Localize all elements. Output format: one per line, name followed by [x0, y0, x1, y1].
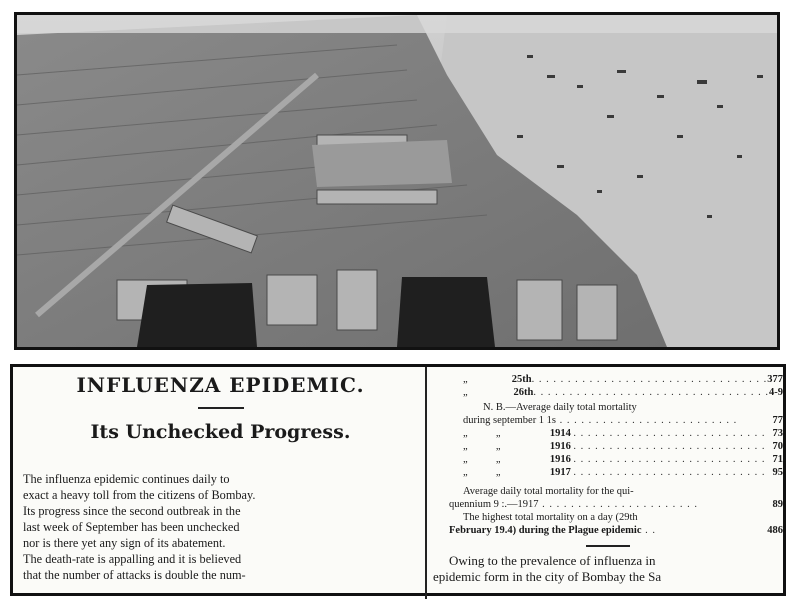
year-value: 73 [772, 428, 784, 439]
quinquennium-line: Average daily total mortality for the qui- [463, 486, 634, 497]
stat-value: 4-9 [769, 387, 783, 398]
column-divider [425, 367, 427, 599]
year-value: 71 [772, 454, 784, 465]
body-line: exact a heavy toll from the citizens of Bombay. [23, 488, 256, 502]
leader-dots: . . . . . . . . . . . . . . . . . . . . . . . . . [556, 415, 738, 426]
article-headline: INFLUENZA EPIDEMIC. [76, 373, 365, 397]
highest-mortality-line: The highest total mortality on a day (29th [463, 512, 638, 523]
leader-dots: . . . . . . . . . . . . . . . . . . . . . . [538, 499, 699, 510]
stat-row [433, 386, 783, 399]
body-line: The influenza epidemic continues daily to [23, 472, 230, 486]
leader-dots: . . . . . . . . . . . . . . . . . . . . . . . . . . . [573, 441, 766, 452]
article-body [23, 471, 418, 583]
ditto-mark: „ [463, 454, 468, 465]
year-row [433, 466, 783, 479]
body-line: that the number of attacks is double the num- [23, 568, 246, 582]
year-row [433, 427, 783, 440]
headline-divider [198, 407, 244, 409]
article-right-column [433, 367, 783, 599]
ditto-mark: „ [495, 428, 501, 439]
stat-value: 377 [767, 374, 783, 385]
ditto-mark: „ [495, 454, 501, 465]
body-line: Its progress since the second outbreak in the [23, 504, 241, 518]
ditto-mark: „ [463, 374, 468, 385]
ditto-mark: „ [495, 441, 501, 452]
stat-row [433, 524, 783, 537]
highest-mortality-line: February 19.4) during the Plague epidemic [449, 525, 642, 536]
harbour-photo-image [17, 15, 777, 347]
ditto-mark: „ [463, 387, 468, 398]
year-value: 70 [772, 441, 784, 452]
body-line: nor is there yet any sign of its abatement. [23, 536, 226, 550]
ditto-mark: „ [463, 428, 468, 439]
body-line: last week of September has been unchecked [23, 520, 240, 534]
article-left-column [23, 367, 418, 599]
ditto-mark: „ [463, 441, 468, 452]
average-note-line: N. B.—Average daily total mortality [483, 402, 637, 413]
continuation-line: Owing to the prevalence of influenza in [449, 553, 656, 568]
year-label: 1916 [549, 454, 571, 465]
stat-row [433, 498, 783, 511]
average-note-line: during september 1 1s [463, 415, 557, 426]
stat-row [433, 373, 783, 386]
quinquennium-line: quennium 9 :.—1917 [449, 499, 539, 510]
stat-label: 25th [511, 374, 532, 385]
ditto-mark: „ [495, 467, 501, 478]
harbour-photograph [14, 12, 780, 350]
leader-dots: . . . . . . . . . . . . . . . . . . . . . . . . . . . [573, 454, 766, 465]
year-value: 95 [772, 467, 784, 478]
continuation-line: epidemic form in the city of Bombay the Sa [433, 569, 662, 584]
year-label: 1917 [549, 467, 571, 478]
leader-dots: . . . . . . . . . . . . . . . . . . . . . . . . . . . . . . . . . [533, 387, 769, 398]
year-row [433, 440, 783, 453]
stat-label: 26th [513, 387, 534, 398]
stat-value: 77 [772, 415, 783, 426]
newspaper-clipping [10, 364, 786, 596]
stat-value: 89 [772, 499, 783, 510]
leader-dots: . . [641, 525, 656, 536]
leader-dots: . . . . . . . . . . . . . . . . . . . . . . . . . . . . . . . . . [531, 374, 768, 385]
year-label: 1916 [549, 441, 571, 452]
year-label: 1914 [549, 428, 571, 439]
stat-row [433, 414, 783, 427]
leader-dots: . . . . . . . . . . . . . . . . . . . . . . . . . . . [573, 428, 766, 439]
body-line: The death-rate is appalling and it is believed [23, 552, 242, 566]
year-row [433, 453, 783, 466]
stat-value: 486 [767, 525, 783, 536]
article-subheadline: Its Unchecked Progress. [90, 421, 351, 443]
section-divider [586, 545, 630, 547]
leader-dots: . . . . . . . . . . . . . . . . . . . . . . . . . . . [573, 467, 766, 478]
ditto-mark: „ [463, 467, 468, 478]
